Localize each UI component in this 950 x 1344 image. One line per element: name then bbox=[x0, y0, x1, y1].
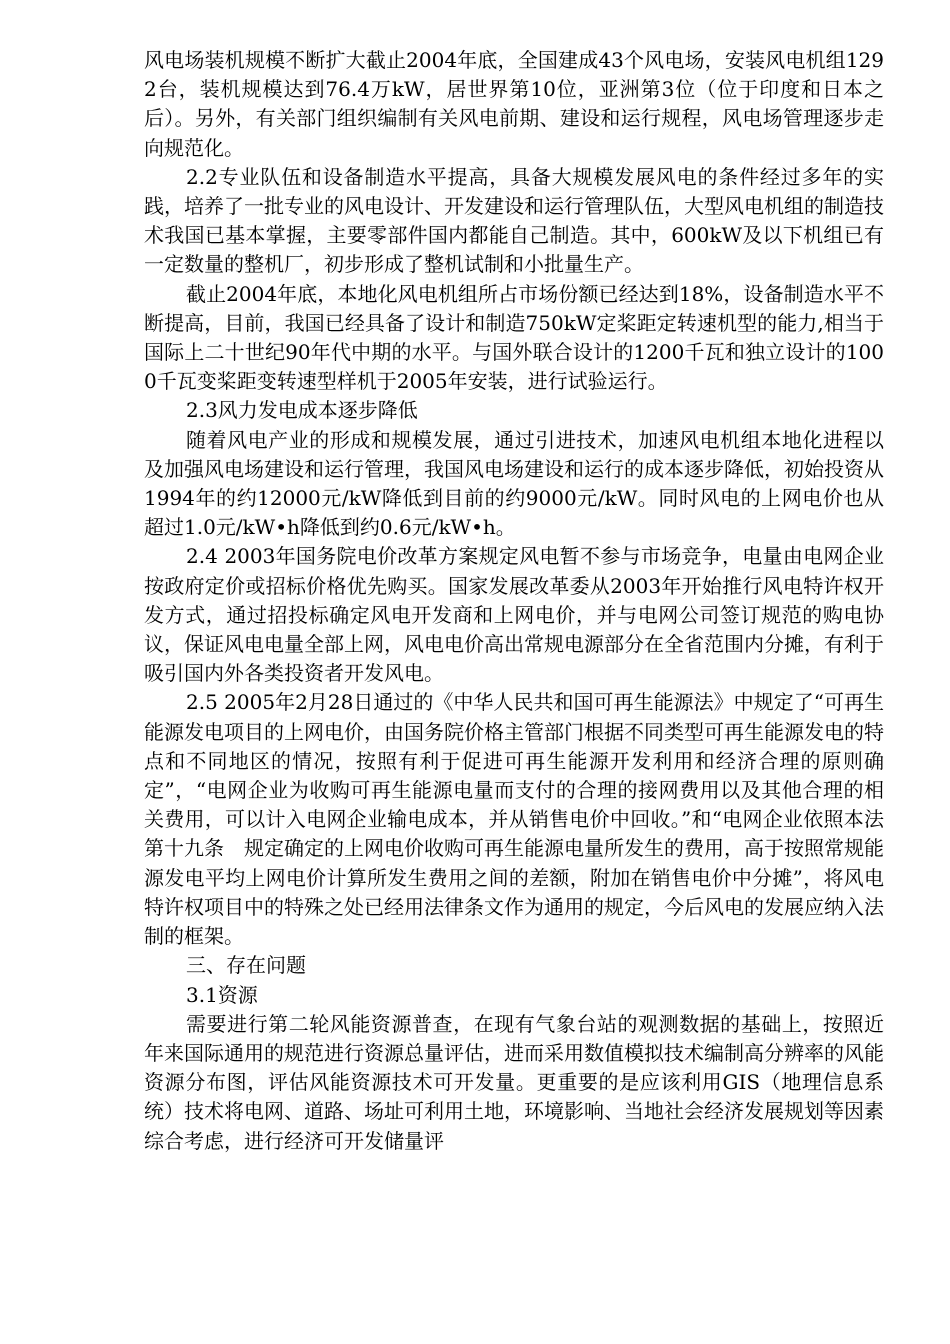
heading-3-1-resources: 3.1资源 bbox=[186, 982, 258, 1007]
paragraph-scale-summary: 风电场装机规模不断扩大截止2004年底，全国建成43个风电场，安装风电机组1292台，装机规模达到76.4万kW，居世界第10位，亚洲第3位（位于印度和日本之后）。另外，有关部门组织编制有关风电前期、建设和运行规程，风电场管理逐步走向规范化。 bbox=[144, 48, 884, 160]
paragraph-market-share: 截止2004年底，本地化风电机组所占市场份额已经达到18%，设备制造水平不断提高，目前，我国已经具备了设计和制造750kW定桨距定转速机型的能力,相当于国际上二十世纪90年代中期的水平。与国外联合设计的1200千瓦和独立设计的1000千瓦变桨距变转速型样机于2005年安装，进行试验运行。 bbox=[144, 281, 884, 394]
paragraph-2-4-pricing-reform: 2.4 2003年国务院电价改革方案规定风电暂不参与市场竞争，电量由电网企业按政府定价或招标价格优先购买。国家发展改革委从2003年开始推行风电特许权开发方式，通过招投标确定风电开发商和上网电价，并与电网公司签订规范的购电协议，保证风电电量全部上网，风电电价高出常规电源部分在全省范围内分摊，有利于吸引国内外各类投资者开发风电。 bbox=[144, 544, 884, 686]
paragraph-2-5-renewable-law: 2.5 2005年2月28日通过的《中华人民共和国可再生能源法》中规定了“可再生能源发电项目的上网电价，由国务院价格主管部门根据不同类型可再生能源发电的特点和不同地区的情况，按照有利于促进可再生能源开发利用和经济合理的原则确定”，“电网企业为收购可再生能源电量而支付的合理的接网费用以及其他合理的相关费用，可以计入电网企业输电成本，并从销售电价中回收。”和“电网企业依照本法第十九条 规定确定的上网电价收购可再生能源电量所发生的费用，高于按照常规能源发电平均上网电价计算所发生费用之间的差额，附加在销售电价中分摊”，将风电特许权项目中的特殊之处已经用法律条文作为通用的规定，今后风电的发展应纳入法制的框架。 bbox=[144, 690, 884, 949]
heading-section-3-issues: 三、存在问题 bbox=[186, 953, 306, 978]
paragraph-2-2-manufacturing: 2.2专业队伍和设备制造水平提高，具备大规模发展风电的条件经过多年的实践，培养了一批专业的风电设计、开发建设和运行管理队伍，大型风电机组的制造技术我国已基本掌握，主要零部件国内都能自己制造。其中，600kW及以下机组已有一定数量的整机厂，初步形成了整机试制和小批量生产。 bbox=[144, 164, 884, 277]
paragraph-cost-reduction: 随着风电产业的形成和规模发展，通过引进技术，加速风电机组本地化进程以及加强风电场建设和运行管理，我国风电场建设和运行的成本逐步降低，初始投资从1994年的约12000元/kW降低到目前的约9000元/kW。同时风电的上网电价也从超过1.0元/kW•h降低到约0.6元/kW•h。 bbox=[144, 427, 884, 540]
document-page bbox=[144, 46, 884, 1156]
heading-2-3-cost: 2.3风力发电成本逐步降低 bbox=[186, 398, 418, 423]
paragraph-resource-survey: 需要进行第二轮风能资源普查，在现有气象台站的观测数据的基础上，按照近年来国际通用的规范进行资源总量评估，进而采用数值模拟技术编制高分辨率的风能资源分布图，评估风能资源技术可开发量。更重要的是应该利用GIS（地理信息系统）技术将电网、道路、场址可利用土地，环境影响、当地社会经济发展规划等因素综合考虑，进行经济可开发储量评 bbox=[144, 1011, 884, 1153]
